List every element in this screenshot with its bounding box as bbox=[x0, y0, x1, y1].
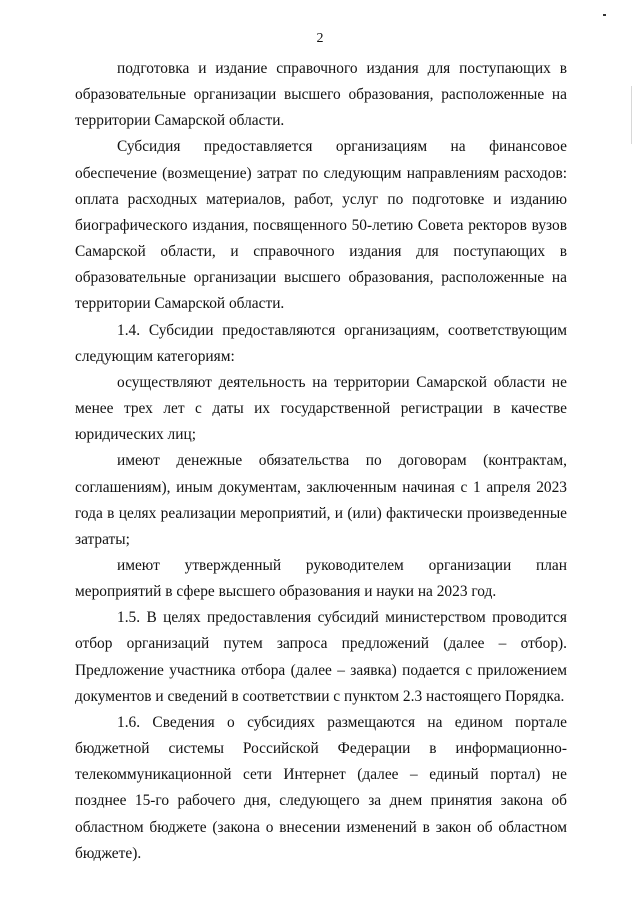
paragraph-1-4: 1.4. Субсидии предоставляются организациям, соответствующим следующим категориям: bbox=[75, 321, 567, 365]
paragraph-criterion-obligations: имеют денежные обязательства по договорам (контрактам, соглашениям), иным документам, заключенным начиная с 1 апреля 2023 года в целях реализации мероприятий, и (или) фактически произведенные затраты; bbox=[75, 452, 567, 548]
paragraph-criterion-plan: имеют утвержденный руководителем организации план мероприятий в сфере высшего образования и науки на 2023 год. bbox=[75, 556, 567, 601]
scan-speck bbox=[603, 14, 606, 16]
document-body bbox=[75, 56, 567, 867]
paragraph-subsidy-purpose: Субсидия предоставляется организациям на финансовое обеспечение (возмещение) затрат по следующим направлениям расходов: оплата расходных материалов, работ, услуг по подготовке и изданию биографического издания, посвященного 50-летию Совета ректоров вузов Самарской области, и справочного издания для поступающих в образовательные организации высшего образования, расположенные на территории Самарской области. bbox=[75, 138, 567, 313]
paragraph-criterion-activity: осуществляют деятельность на территории Самарской области не менее трех лет с даты их государственной регистрации в качестве юридических лиц; bbox=[75, 373, 567, 444]
paragraph-1-5: 1.5. В целях предоставления субсидий министерством проводится отбор организаций путем запроса предложений (далее – отбор). Предложение участника отбора (далее – заявка) подается с приложением документов и сведений в соответствии с пунктом 2.3 настоящего Порядка. bbox=[75, 609, 567, 705]
paragraph-continuation: подготовка и издание справочного издания для поступающих в образовательные организации высшего образования, расположенные на территории Самарской области. bbox=[75, 60, 567, 130]
paragraph-1-6: 1.6. Сведения о субсидиях размещаются на едином портале бюджетной системы Российской Федерации в информационно-телекоммуникационной сети Интернет (далее – единый портал) не позднее 15-го рабочего дня, следующего за днем принятия закона об областном бюджете (закона о внесении изменений в закон об областном бюджете). bbox=[75, 713, 567, 862]
scan-edge-mark bbox=[631, 86, 632, 144]
page-number: 2 bbox=[316, 31, 324, 46]
